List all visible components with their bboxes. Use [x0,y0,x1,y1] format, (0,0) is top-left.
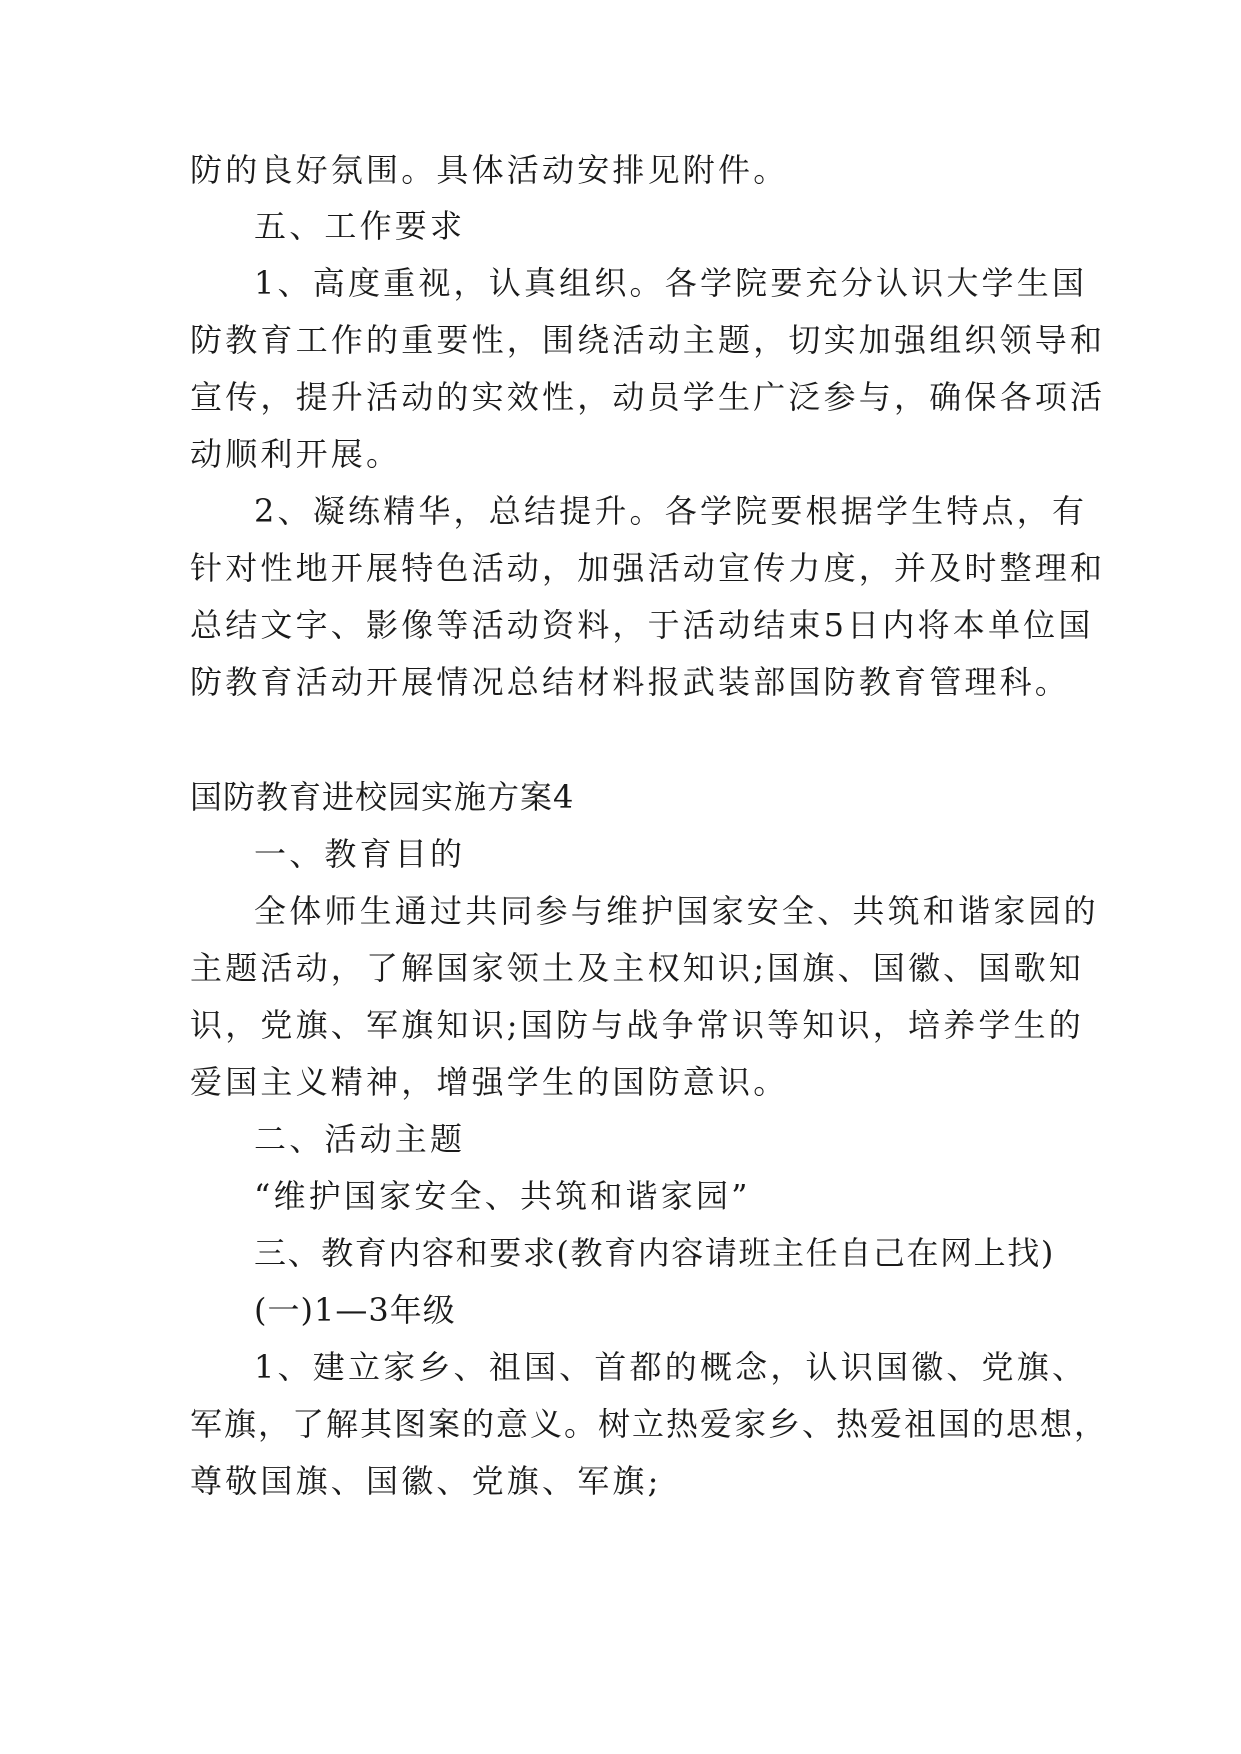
paragraph-line: 宣传，提升活动的实效性，动员学生广泛参与，确保各项活 [190,378,1106,416]
paragraph-line: 爱国主义精神，增强学生的国防意识。 [190,1063,789,1101]
section-heading-activity-theme: 二、活动主题 [254,1120,466,1158]
paragraph-line: 识，党旗、军旗知识;国防与战争常识等知识，培养学生的 [190,1006,1084,1044]
paragraph-line: 1、高度重视，认真组织。各学院要充分认识大学生国 [254,264,1088,302]
paragraph-line: 防教育工作的重要性，围绕活动主题，切实加强组织领导和 [190,321,1106,359]
section-heading-content-requirements: 三、教育内容和要求(教育内容请班主任自己在网上找) [254,1234,1055,1272]
paragraph-line: 2、凝练精华，总结提升。各学院要根据学生特点，有 [254,492,1088,530]
paragraph-line: 全体师生通过共同参与维护国家安全、共筑和谐家园的 [254,892,1099,930]
subsection-heading-grades: (一)1—3年级 [254,1291,456,1329]
paragraph-line: 防的良好氛围。具体活动安排见附件。 [190,151,789,189]
section-heading-work-requirements: 五、工作要求 [254,207,466,245]
paragraph-line: 1、建立家乡、祖国、首都的概念，认识国徽、党旗、 [254,1348,1088,1386]
paragraph-line: 尊敬国旗、国徽、党旗、军旗; [190,1462,662,1500]
activity-theme-text: “维护国家安全、共筑和谐家园” [254,1177,751,1215]
paragraph-line: 主题活动，了解国家领土及主权知识;国旗、国徽、国歌知 [190,949,1084,987]
document-title: 国防教育进校园实施方案4 [190,778,575,816]
section-heading-education-purpose: 一、教育目的 [254,835,466,873]
paragraph-line: 动顺利开展。 [190,435,402,473]
paragraph-line: 针对性地开展特色活动，加强活动宣传力度，并及时整理和 [190,549,1106,587]
paragraph-line: 总结文字、影像等活动资料，于活动结束5日内将本单位国 [190,606,1094,644]
paragraph-line: 军旗，了解其图案的意义。树立热爱家乡、热爱祖国的思想， [190,1405,1109,1443]
paragraph-line: 防教育活动开展情况总结材料报武装部国防教育管理科。 [190,663,1071,701]
